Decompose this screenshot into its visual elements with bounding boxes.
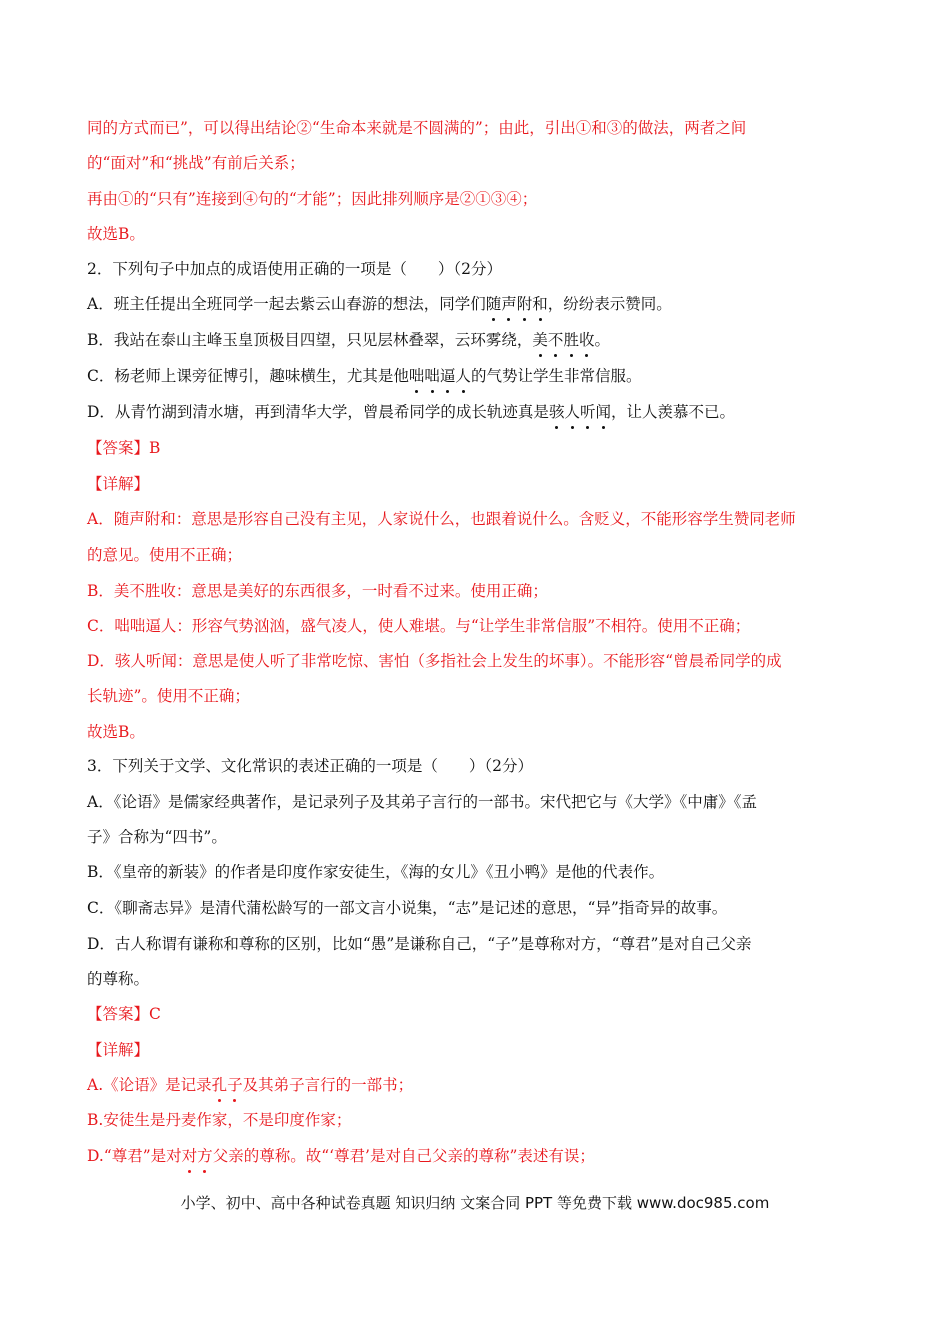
answer-label: 【答案】C [87, 1005, 161, 1023]
conclusion-line: 故选B。 [87, 723, 145, 741]
explanation-line: 长轨迹”。使用不正确； [87, 687, 250, 705]
answer-label: 【答案】B [87, 439, 161, 457]
explanation-line: D．骇人听闻：意思是使人听了非常吃惊、害怕（多指社会上发生的坏事）。不能形容“曾晨希同学的成 [87, 652, 782, 670]
explanation-line: 的“面对”和“挑战”有前后关系； [87, 154, 305, 172]
explanation-line: A.《论语》是记录孔子及其弟子言行的一部书； [87, 1076, 414, 1094]
emphasis-dot-char: 人 [564, 403, 580, 421]
explanation-line: 的意见。使用不正确； [87, 546, 243, 564]
emphasis-dot-char: 美 [532, 331, 548, 349]
emphasis-dot-char: 和 [532, 295, 548, 313]
question-3-option-d: D．古人称谓有谦称和尊称的区别，比如“愚”是谦称自己，“子”是尊称对方，“尊君”是对自己父亲 [87, 935, 752, 953]
dotted-idiom [549, 403, 611, 421]
dotted-word [212, 1076, 243, 1094]
question-2-stem: 2．下列句子中加点的成语使用正确的一项是（ ）（2分） [87, 260, 502, 278]
question-3-stem: 3．下列关于文学、文化常识的表述正确的一项是（ ）（2分） [87, 757, 533, 775]
dotted-word [182, 1147, 213, 1165]
dotted-idiom [532, 331, 594, 349]
question-2-option-b: B．我站在泰山主峰玉皇顶极目四望，只见层林叠翠，云环雾绕，美不胜收。 [87, 331, 610, 349]
emphasis-dot-char: 随 [485, 295, 502, 313]
question-3-option-d-cont: 的尊称。 [87, 970, 150, 988]
emphasis-dot-char: 附 [516, 295, 533, 313]
dotted-idiom [409, 367, 471, 385]
emphasis-dot-char: 孔 [211, 1076, 228, 1094]
question-2-option-a: A．班主任提出全班同学一起去紫云山春游的想法，同学们随声附和，纷纷表示赞同。 [87, 295, 672, 313]
dotted-idiom [486, 295, 548, 313]
explanation-line: D.“尊君”是对对方父亲的尊称。故“‘尊君’是对自己父亲的尊称”表述有误； [87, 1147, 595, 1165]
emphasis-dot-char: 逼 [439, 367, 456, 385]
detail-label: 【详解】 [87, 1041, 150, 1059]
explanation-line: A．随声附和：意思是形容自己没有主见，人家说什么，也跟着说什么。含贬义，不能形容学生赞同老师 [87, 510, 796, 528]
conclusion-line: 故选B。 [87, 225, 145, 243]
question-3-option-a-cont: 子》合称为“四书”。 [87, 828, 227, 846]
question-3-option-a: A．《论语》是儒家经典著作，是记录列子及其弟子言行的一部书。宋代把它与《大学》《中庸》《孟 [87, 793, 757, 811]
emphasis-dot-char: 胜 [563, 331, 579, 349]
emphasis-dot-char: 人 [455, 367, 471, 385]
emphasis-dot-char: 咄 [408, 367, 425, 385]
emphasis-dot-char: 对 [181, 1147, 198, 1165]
emphasis-dot-char: 听 [579, 403, 596, 421]
emphasis-dot-char: 声 [501, 295, 517, 313]
question-2-option-c: C．杨老师上课旁征博引，趣味横生，尤其是他咄咄逼人的气势让学生非常信服。 [87, 367, 642, 385]
emphasis-dot-char: 咄 [424, 367, 440, 385]
emphasis-dot-char: 方 [197, 1147, 213, 1165]
detail-label: 【详解】 [87, 475, 150, 493]
emphasis-dot-char: 收 [578, 331, 595, 349]
question-3-option-c: C．《聊斋志异》是清代蒲松龄写的一部文言小说集，“志”是记述的意思，“异”指奇异的故事。 [87, 899, 728, 917]
emphasis-dot-char: 子 [227, 1076, 243, 1094]
emphasis-dot-char: 闻 [595, 403, 611, 421]
explanation-line: B.安徒生是丹麦作家，不是印度作家； [87, 1111, 352, 1129]
explanation-line: B．美不胜收：意思是美好的东西很多，一时看不过来。使用正确； [87, 582, 548, 600]
explanation-line: 同的方式而已”，可以得出结论②“生命本来就是不圆满的”；由此，引出①和③的做法，两者之间 [87, 119, 747, 137]
emphasis-dot-char: 不 [547, 331, 564, 349]
question-3-option-b: B．《皇帝的新装》的作者是印度作家安徒生，《海的女儿》《丑小鸭》是他的代表作。 [87, 863, 665, 881]
emphasis-dot-char: 骇 [548, 403, 565, 421]
page-footer: 小学、初中、高中各种试卷真题 知识归纳 文案合同 PPT 等免费下载 www.doc985.com [180, 1194, 770, 1212]
question-2-option-d: D．从青竹湖到清水塘，再到清华大学，曾晨希同学的成长轨迹真是骇人听闻，让人羡慕不已。 [87, 403, 736, 421]
explanation-line: 再由①的“只有”连接到④句的“才能”；因此排列顺序是②①③④； [87, 190, 538, 208]
explanation-line: C．咄咄逼人：形容气势汹汹，盛气凌人，使人难堪。与“让学生非常信服”不相符。使用不正确； [87, 617, 751, 635]
